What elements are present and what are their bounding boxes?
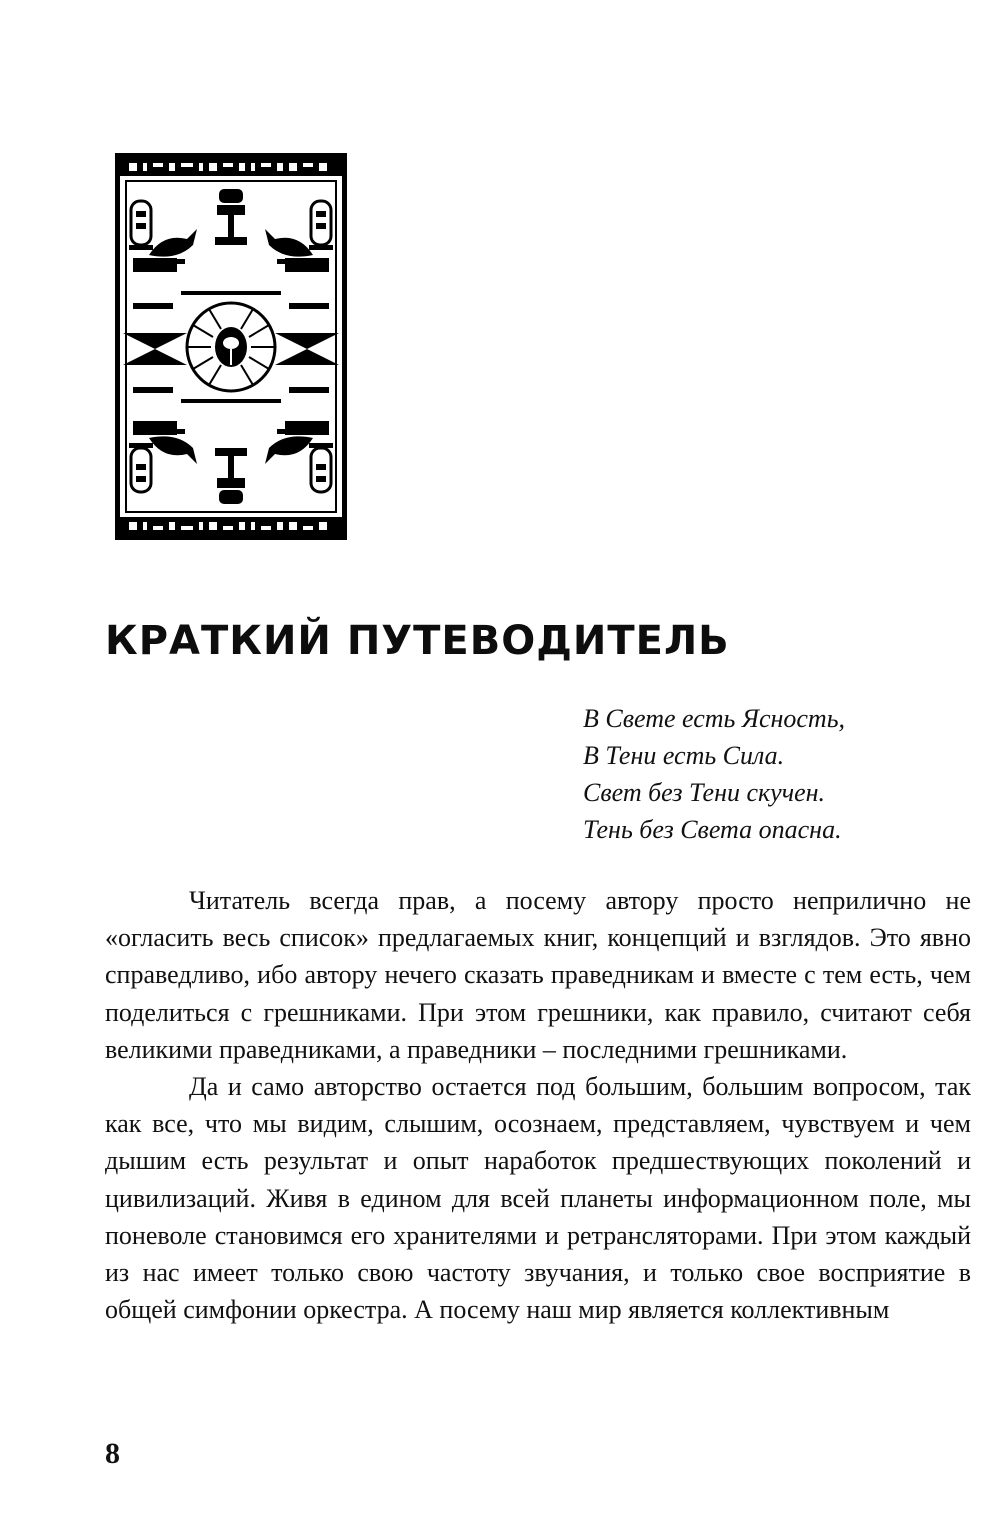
epigraph-line: Свет без Тени скучен. (583, 778, 826, 807)
body-text (105, 882, 971, 1328)
epigraph-line: В Тени есть Сила. (583, 741, 785, 770)
paragraph: Да и само авторство остается под большим, большим вопросом, так как все, что мы видим, слышим, осознаем, представляем, чувствуем и чем дышим есть результат и опыт наработок предшествующих поколений и цивилизаций. Живя в едином для всей планеты информационном поле, мы поневоле становимся его хранителями и ретрансляторами. При этом каждый из нас имеет только свою частоту звучания, и только свое восприятие в общей симфонии оркестра. А посему наш мир является коллективным (105, 1072, 971, 1325)
epigraph (583, 700, 963, 848)
chapter-title: КРАТКИЙ ПУТЕВОДИТЕЛЬ (105, 618, 730, 664)
page-number: 8 (105, 1437, 120, 1470)
egyptian-scarab-card-icon (115, 153, 347, 540)
paragraph: Читатель всегда прав, а посему автору просто неприлично не «огласить весь список» предлагаемых книг, концепций и взглядов. Это явно справедливо, ибо автору нечего сказать праведникам и вместе с тем есть, чем поделиться с грешниками. При этом грешники, как правило, считают себя великими праведниками, а праведники – последними грешниками. (105, 886, 971, 1064)
epigraph-line: Тень без Света опасна. (583, 815, 842, 844)
epigraph-line: В Свете есть Ясность, (583, 704, 846, 733)
